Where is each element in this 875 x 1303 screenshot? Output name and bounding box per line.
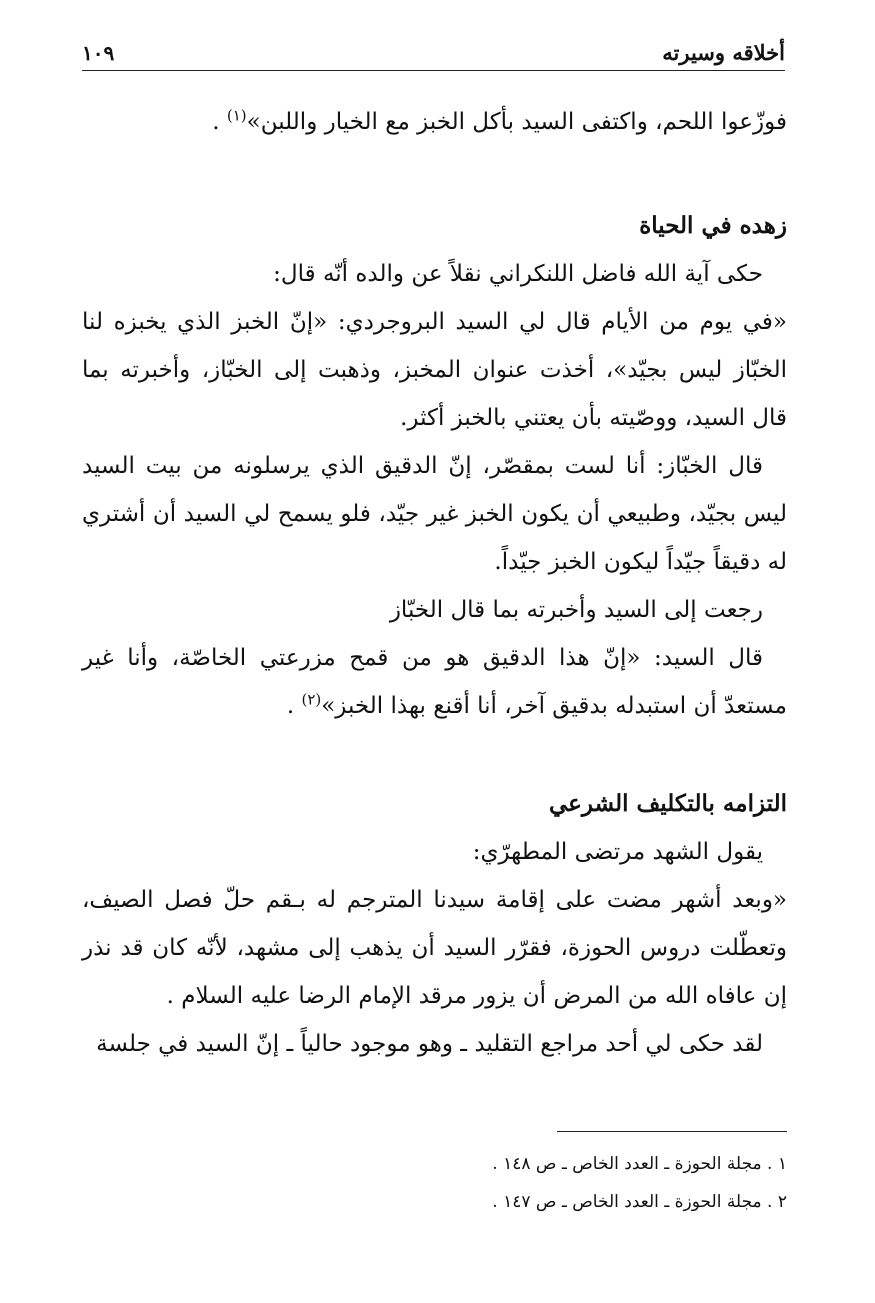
section-heading-religious-duty: التزامه بالتكليف الشرعي: [548, 790, 787, 817]
paragraph: لقد حكى لي أحد مراجع التقليد ـ وهو موجود حالياً ـ إنّ السيد في جلسة: [96, 1031, 763, 1057]
running-header: [82, 30, 785, 71]
running-title: أخلاقه وسيرته: [662, 40, 785, 65]
footnote-item: ٢ . مجلة الحوزة ـ العدد الخاص ـ ص ١٤٧ .: [492, 1192, 787, 1212]
paragraph: يقول الشهد مرتضى المطهرّي:: [472, 839, 763, 865]
paragraph: قال الخبّاز: أنا لست بمقصّر، إنّ الدقيق الذي يرسلونه من بيت السيد ليس بجيّد، وطبيعي أن يكون الخبز غير جيّد، فلو يسمح لي السيد أن أشتري له دقيقاً جيّداً ليكون الخبز جيّداً.: [82, 453, 787, 575]
paragraph: رجعت إلى السيد وأخبرته بما قال الخبّاز: [389, 597, 763, 623]
sentence-end: .: [212, 109, 227, 135]
page-number: ١٠٩: [82, 41, 115, 65]
page-body: [82, 98, 787, 1068]
footnotes: [82, 1131, 787, 1221]
paragraph-continuation: [82, 98, 787, 146]
paragraph: «في يوم من الأيام قال لي السيد البروجردي: «إنّ الخبز الذي يخبزه لنا الخبّاز ليس بجيّد»، أخذت عنوان المخبز، وذهبت إلى الخبّاز، وأخبرته بما قال السيد، ووصّيته بأن يعتني بالخبز أكثر.: [82, 309, 787, 431]
section-heading-asceticism: زهده في الحياة: [639, 212, 787, 239]
sentence-end: .: [286, 693, 302, 719]
paragraph: «وبعد أشهر مضت على إقامة سيدنا المترجم له بـقم حلّ فصل الصيف، وتعطّلت دروس الحوزة، فقرّر السيد أن يذهب إلى مشهد، لأنّه كان قد نذر إن عافاه الله من المرض أن يزور مرقد الإمام الرضا عليه السلام .: [82, 887, 787, 1009]
footnote-ref-2[interactable]: (٢): [301, 690, 322, 709]
footnote-item: ١ . مجلة الحوزة ـ العدد الخاص ـ ص ١٤٨ .: [492, 1154, 787, 1174]
paragraph-text: فوزّعوا اللحم، واكتفى السيد بأكل الخبز مع الخيار واللبن»: [246, 109, 787, 135]
paragraph: حكى آية الله فاضل اللنكراني نقلاً عن والده أنّه قال:: [273, 261, 763, 287]
paragraph-text: قال السيد: «إنّ هذا الدقيق هو من قمح مزرعتي الخاصّة، وأنا غير مستعدّ أن استبدله بدقيق آخر، أنا أقنع بهذا الخبز»: [82, 645, 787, 719]
footnote-ref-1[interactable]: (١): [226, 106, 247, 125]
paragraph: [82, 634, 787, 730]
